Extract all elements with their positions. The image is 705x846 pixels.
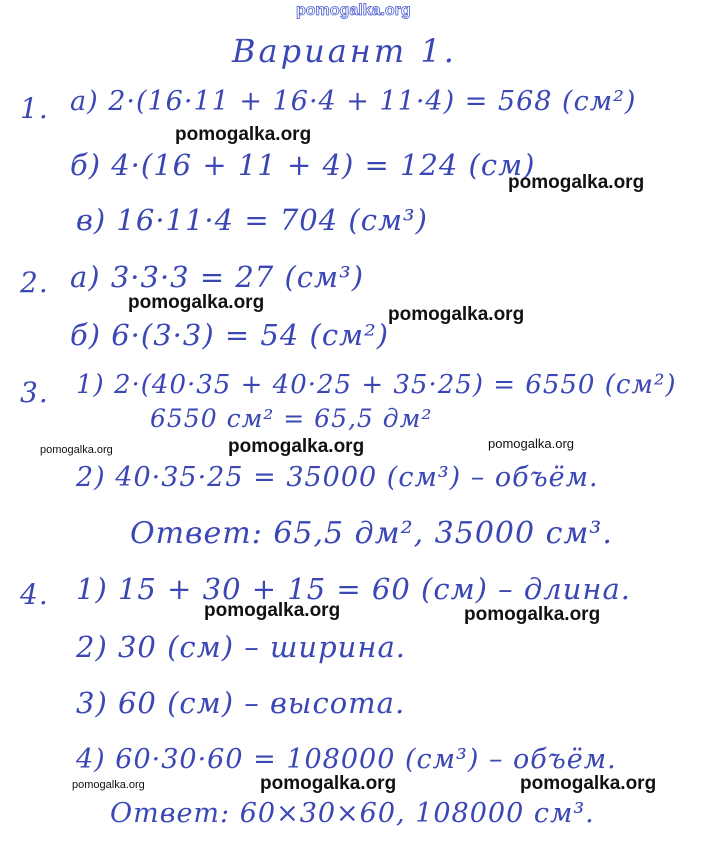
watermark: pomogalka.org	[508, 172, 645, 193]
watermark: pomogalka.org	[260, 773, 397, 794]
task-4-line-3: 3) 60 (см) – высота.	[76, 686, 406, 720]
watermark: pomogalka.org	[204, 600, 341, 621]
task-3-line-2: 2) 40·35·25 = 35000 (см³) – объём.	[76, 462, 599, 493]
task-1-line-v: в) 16·11·4 = 704 (см³)	[76, 203, 428, 237]
task-3-number: 3.	[20, 376, 49, 409]
watermark: pomogalka.org	[388, 304, 525, 325]
header-watermark: pomogalka.org	[296, 2, 411, 19]
watermark: pomogalka.org	[72, 779, 145, 791]
task-1-line-b: б) 4·(16 + 11 + 4) = 124 (см)	[70, 148, 536, 182]
watermark: pomogalka.org	[464, 604, 601, 625]
watermark: pomogalka.org	[228, 436, 365, 457]
task-2-line-a: а) 3·3·3 = 27 (см³)	[70, 260, 365, 294]
watermark: pomogalka.org	[128, 292, 265, 313]
task-4-line-4: 4) 60·30·60 = 108000 (см³) – объём.	[76, 744, 617, 775]
task-4-line-2: 2) 30 (см) – ширина.	[76, 630, 406, 664]
task-3-answer: Ответ: 65,5 дм², 35000 см³.	[130, 516, 613, 551]
watermark: pomogalka.org	[40, 444, 113, 456]
task-3-line-conversion: 6550 см² = 65,5 дм²	[150, 404, 433, 433]
task-2-number: 2.	[20, 266, 49, 299]
watermark: pomogalka.org	[520, 773, 657, 794]
task-4-line-1: 1) 15 + 30 + 15 = 60 (см) – длина.	[76, 572, 631, 606]
watermark: pomogalka.org	[175, 124, 312, 145]
task-4-answer: Ответ: 60×30×60, 108000 см³.	[110, 798, 595, 829]
task-1-number: 1.	[20, 92, 49, 125]
page-title: Вариант 1.	[232, 32, 457, 70]
watermark: pomogalka.org	[488, 436, 574, 451]
task-2-line-b: б) 6·(3·3) = 54 (см²)	[70, 318, 390, 352]
task-3-line-1: 1) 2·(40·35 + 40·25 + 35·25) = 6550 (см²)	[76, 370, 677, 400]
task-4-number: 4.	[20, 578, 49, 611]
task-1-line-a: а) 2·(16·11 + 16·4 + 11·4) = 568 (см²)	[70, 86, 637, 117]
